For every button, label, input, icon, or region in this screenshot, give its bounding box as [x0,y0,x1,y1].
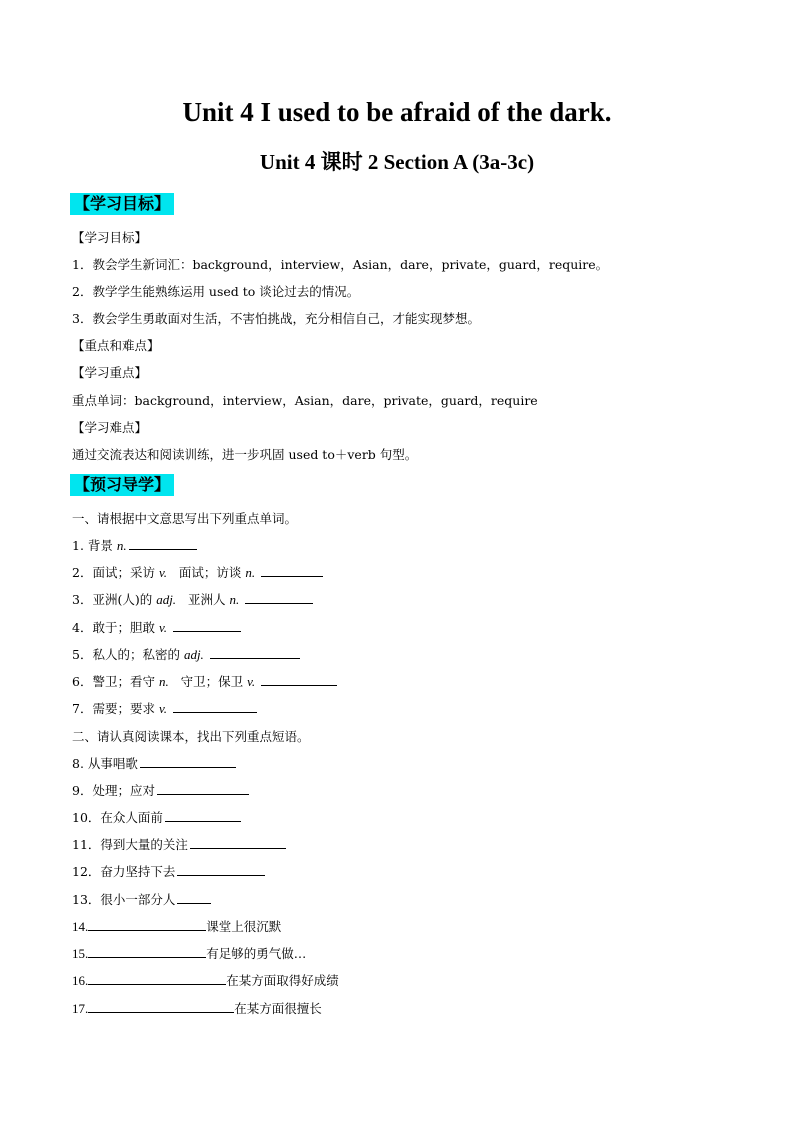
phrase-prompt: 在某方面很擅长 [234,1001,322,1016]
answer-blank[interactable] [261,564,323,577]
objective-item-1: 1．教会学生新词汇：background，interview，Asian，dare，private，guard，require。 [72,257,609,272]
phrase-number: 16. [72,973,89,988]
word-item-7 [72,700,257,718]
objective-item-3: 3．教会学生勇敢面对生活，不害怕挑战，充分相信自己，才能实现梦想。 [72,311,480,326]
word-pos: adj. [183,647,204,662]
word-item-2 [72,564,323,582]
phrase-number: 14. [72,919,89,934]
answer-blank[interactable] [129,537,197,550]
answer-blank[interactable] [157,782,249,795]
word-prompt: 6．警卫；看守 [72,674,159,689]
answer-blank[interactable] [173,700,257,713]
word-prompt: 4．敢于；胆敢 [72,620,159,635]
phrase-prompt: 10．在众人面前 [72,810,163,825]
word-pos: v. [158,565,167,580]
answer-blank[interactable] [140,755,236,768]
phrase-item-13 [72,891,211,909]
section-header-objectives: 【学习目标】 [70,193,174,215]
word-pos-secondary: v. [247,674,256,689]
answer-blank[interactable] [177,863,265,876]
part2-instruction: 二、请认真阅读课本，找出下列重点短语。 [72,729,310,744]
phrase-prompt: 11．得到大量的关注 [72,837,188,852]
word-prompt: 2．面试；采访 [72,565,159,580]
word-item-4 [72,619,241,637]
word-prompt: 1. 背景 [72,538,117,553]
phrase-prompt: 在某方面取得好成绩 [226,973,339,988]
phrase-item-10 [72,809,241,827]
phrase-item-16 [72,972,339,990]
phrase-prompt: 9．处理；应对 [72,783,155,798]
word-pos-secondary: n. [229,592,240,607]
word-prompt: 5．私人的；私密的 [72,647,184,662]
phrase-prompt: 13．很小一部分人 [72,892,176,907]
objective-item-2: 2．教学学生能熟练运用 used to 谈论过去的情况。 [72,284,360,299]
focus-header: 【学习重点】 [72,365,148,380]
answer-blank[interactable] [88,918,206,931]
phrase-item-8 [72,755,236,773]
focus-text: 重点单词：background，interview，Asian，dare，private，guard，require [72,393,538,408]
word-pos: v. [158,620,167,635]
word-prompt-secondary: 亚洲人 [176,592,230,607]
phrase-prompt: 课堂上很沉默 [206,919,282,934]
answer-blank[interactable] [173,619,241,632]
difficulty-text: 通过交流表达和阅读训练，进一步巩固 used to＋verb 句型。 [72,447,418,462]
phrase-item-15 [72,945,306,963]
section-header-preview: 【预习导学】 [70,474,174,496]
phrase-number: 17. [72,1001,89,1016]
phrase-item-12 [72,863,265,881]
answer-blank[interactable] [245,591,313,604]
page-title: Unit 4 I used to be afraid of the dark. [182,97,612,127]
answer-blank[interactable] [88,972,226,985]
answer-blank[interactable] [177,891,211,904]
word-prompt: 3．亚洲(人)的 [72,592,157,607]
answer-blank[interactable] [88,1000,234,1013]
phrase-item-17 [72,1000,322,1018]
phrase-item-9 [72,782,249,800]
phrase-number: 15. [72,946,89,961]
word-pos: n. [158,674,169,689]
part1-instruction: 一、请根据中文意思写出下列重点单词。 [72,511,298,526]
word-item-3 [72,591,313,609]
phrase-prompt: 12．奋力坚持下去 [72,864,176,879]
word-pos: v. [158,701,167,716]
answer-blank[interactable] [210,646,300,659]
word-pos: adj. [156,592,177,607]
word-item-6 [72,673,337,691]
word-pos: n. [116,538,127,553]
word-prompt: 7．需要；要求 [72,701,159,716]
word-pos-secondary: n. [245,565,256,580]
key-difficulty-header: 【重点和难点】 [72,338,160,353]
objectives-header: 【学习目标】 [72,230,148,245]
word-item-5 [72,646,300,664]
phrase-prompt: 有足够的勇气做… [206,946,307,961]
phrase-item-11 [72,836,286,854]
difficulty-header: 【学习难点】 [72,420,148,435]
page-subtitle: Unit 4 课时 2 Section A (3a-3c) [259,150,535,174]
word-prompt-secondary: 守卫；保卫 [168,674,248,689]
word-prompt-secondary: 面试；访谈 [167,565,246,580]
answer-blank[interactable] [165,809,241,822]
word-item-1 [72,537,197,555]
answer-blank[interactable] [261,673,337,686]
answer-blank[interactable] [88,945,206,958]
phrase-item-14 [72,918,281,936]
phrase-prompt: 8. 从事唱歌 [72,756,138,771]
answer-blank[interactable] [190,836,286,849]
